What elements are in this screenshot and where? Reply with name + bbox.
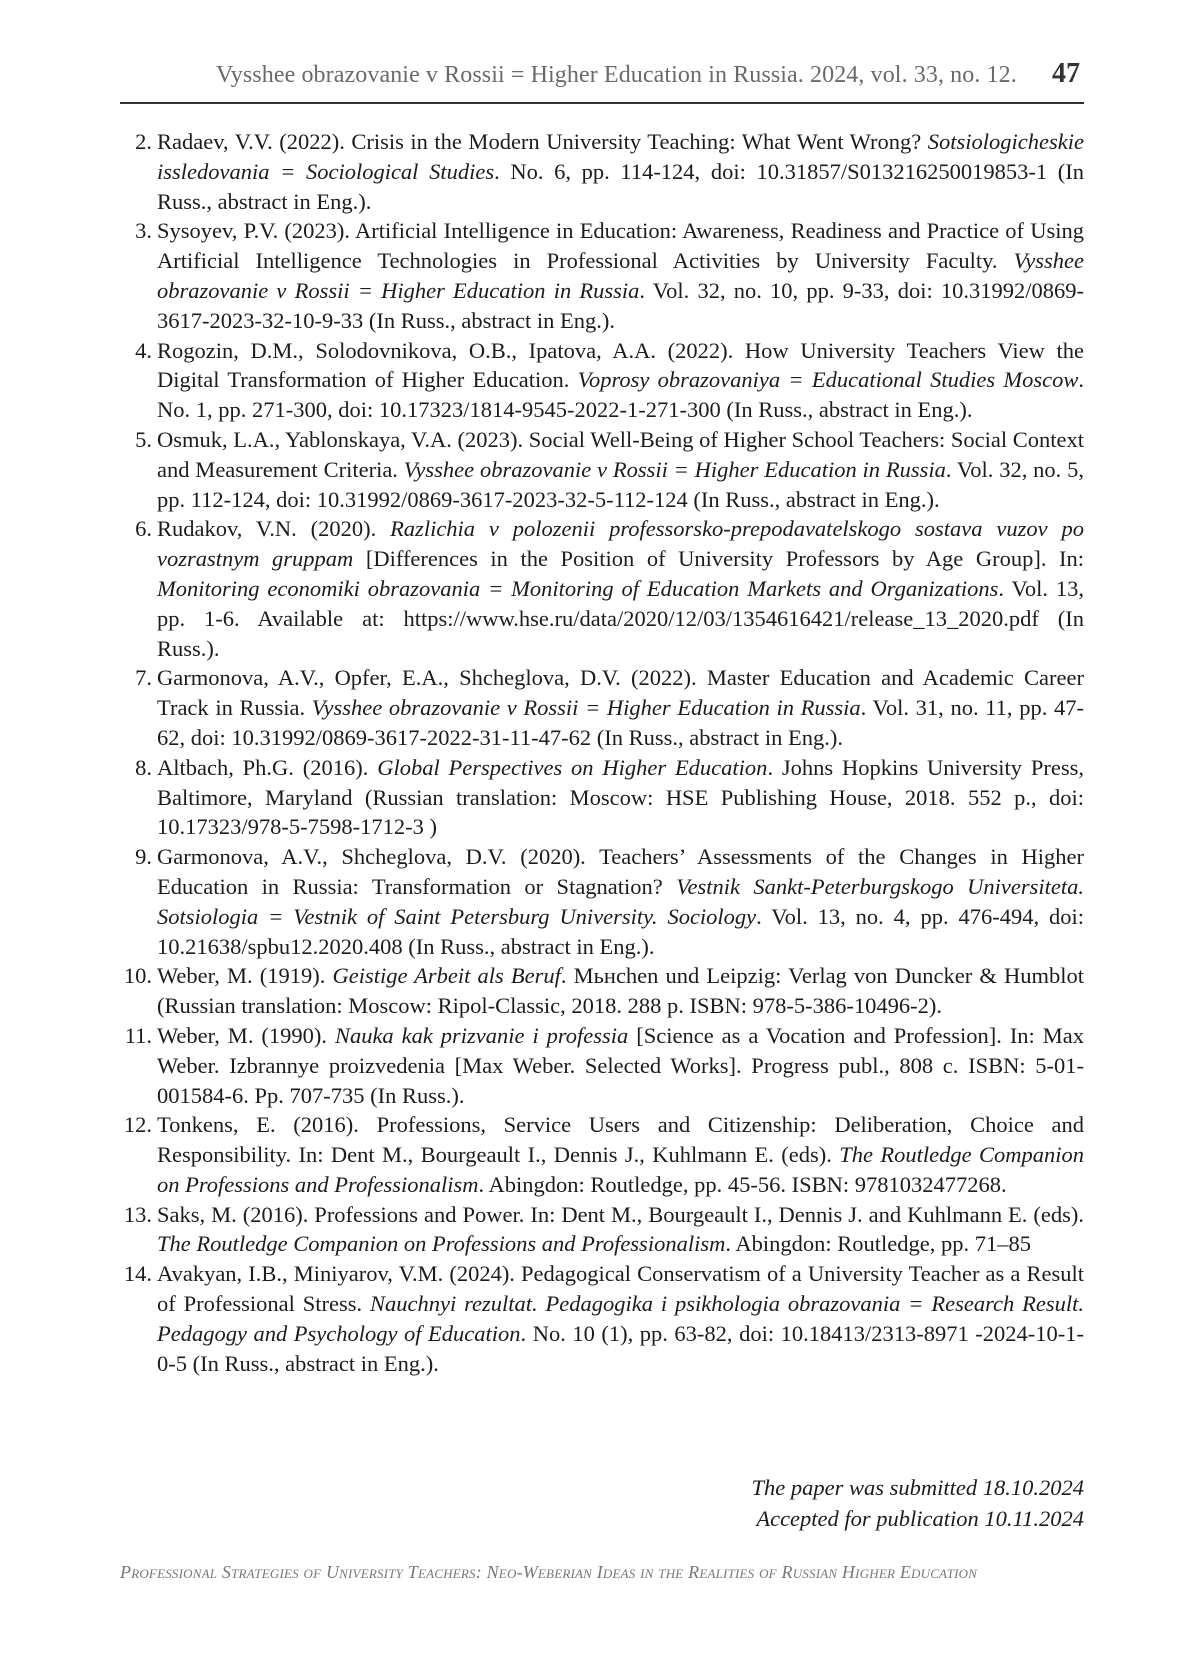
reference-item — [120, 1200, 1084, 1260]
reference-text — [157, 1112, 1084, 1197]
reference-number: 4. — [135, 337, 152, 363]
reference-text-segment: . Abingdon: Routledge, pp. 71–85 — [725, 1231, 1031, 1257]
reference-number: 6. — [135, 516, 152, 542]
reference-source-title: Monitoring economiki obrazovania = Monitoring of Education Markets and Organizations — [157, 575, 999, 601]
reference-item — [120, 336, 1084, 425]
reference-source-title: Voprosy obrazovaniya = Educational Studies Moscow — [577, 367, 1079, 393]
reference-number: 9. — [135, 844, 152, 870]
reference-source-title: Geistige Arbeit als Beruf — [332, 963, 561, 989]
reference-number: 8. — [135, 754, 152, 780]
reference-text — [157, 755, 1084, 840]
reference-item — [120, 425, 1084, 514]
reference-number: 2. — [135, 129, 152, 154]
reference-source-title: Sotsiologicheskie issledovania = Sociological Studies — [157, 129, 1084, 184]
reference-item — [120, 961, 1084, 1021]
reference-text-segment: [Science as a Vocation and Profession]. In: Max Weber. Izbrannye proizvedenia [Max Weber. Selected Works]. Progress publ., 808 c. ISBN: 5-01-001584-6. Pp. 707-735 (In Russ.). — [157, 1022, 1084, 1108]
reference-text-segment: Radaev, V.V. (2022). Crisis in the Modern University Teaching: What Went Wrong? — [157, 129, 928, 154]
reference-text — [157, 516, 1084, 660]
reference-text-segment: Osmuk, L.A., Yablonskaya, V.A. (2023). Social Well-Being of Higher School Teachers: Social Context and Measurement Criteria. — [157, 426, 1084, 482]
reference-text-segment: Altbach, Ph.G. (2016). — [157, 754, 378, 780]
reference-text-segment: Rogozin, D.M., Solodovnikova, O.B., Ipatova, A.A. (2022). How University Teachers View the Digital Transformation of Higher Education. — [157, 337, 1084, 393]
reference-text-segment: Weber, M. (1919). — [157, 963, 333, 989]
reference-number: 5. — [135, 426, 152, 452]
reference-item — [120, 753, 1084, 842]
reference-text — [157, 427, 1084, 512]
reference-text-segment: Tonkens, E. (2016). Professions, Service Users and Citizenship: Deliberation, Choice and Responsibility. In: Dent M., Bourgeault I., Dennis J., Kuhlmann E. (eds). — [157, 1112, 1084, 1168]
reference-number: 10. — [123, 963, 152, 989]
reference-source-title: Global Perspectives on Higher Education — [377, 754, 768, 780]
reference-text — [157, 1023, 1084, 1108]
reference-text-segment: . Vol. 32, no. 5, pp. 112-124, doi: 10.31992/0869-3617-2023-32-5-112-124 (In Russ., abstract in Eng.). — [157, 456, 1084, 512]
reference-item — [120, 842, 1084, 961]
reference-text-segment: . Vol. 31, no. 11, pp. 47-62, doi: 10.31992/0869-3617-2022-31-11-47-62 (In Russ., abstract in Eng.). — [157, 695, 1084, 750]
reference-text-segment: . Vol. 13, pp. 1-6. Available at: https://www.hse.ru/data/2020/12/03/1354616421/release_13_2020.pdf (In Russ.). — [157, 575, 1084, 661]
running-foot: Professional Strategies of University Teachers: Neo-Weberian Ideas in the Realities of Russian Higher Education — [120, 1562, 978, 1582]
reference-text — [157, 665, 1084, 750]
reference-source-title: Nauka kak prizvanie i professia — [334, 1022, 629, 1048]
reference-text-segment: Garmonova, A.V., Opfer, E.A., Shcheglova, D.V. (2022). Master Education and Academic Career Track in Russia. — [157, 665, 1084, 721]
reference-text — [157, 844, 1084, 958]
reference-source-title: Vysshee obrazovanie v Rossii = Higher Education in Russia — [311, 695, 861, 721]
reference-text-segment: Sysoyev, P.V. (2023). Artificial Intelligence in Education: Awareness, Readiness and Practice of Using Artificial Intelligence Technologies in Professional Activities by University Faculty. — [157, 218, 1084, 274]
reference-text — [157, 218, 1084, 332]
reference-text-segment: . No. 10 (1), pp. 63-82, doi: 10.18413/2313-8971 -2024-10-1-0-5 (In Russ., abstract in Eng.). — [157, 1320, 1084, 1376]
reference-number: 7. — [135, 665, 152, 691]
reference-text-segment: Avakyan, I.B., Miniyarov, V.M. (2024). Pedagogical Conservatism of a University Teacher as a Result of Professional Stress. — [157, 1261, 1084, 1317]
reference-text-segment: . Vol. 32, no. 10, pp. 9-33, doi: 10.31992/0869-3617-2023-32-10-9-33 (In Russ., abstract in Eng.). — [157, 277, 1084, 333]
reference-text-segment: Garmonova, A.V., Shcheglova, D.V. (2020). Teachers’ Assessments of the Changes in Higher Education in Russia: Transformation or Stagnation? — [157, 844, 1084, 899]
reference-source-title: Nauchnyi rezultat. Pedagogika i psikhologia obrazovania = Research Result. Pedagogy and Psychology of Education — [157, 1291, 1084, 1346]
reference-text-segment: . Johns Hopkins University Press, Baltimore, Maryland (Russian translation: Moscow: HSE Publishing House, 2018. 552 p., doi: 10.17323/978-5-7598-1712-3 ) — [157, 754, 1084, 840]
reference-source-title: Vysshee obrazovanie v Rossii = Higher Education in Russia — [157, 248, 1084, 303]
reference-text-segment: . No. 1, pp. 271-300, doi: 10.17323/1814-9545-2022-1-271-300 (In Russ., abstract in Eng.). — [157, 367, 1084, 423]
reference-item — [120, 514, 1084, 663]
reference-text-segment: [Differences in the Position of University Professors by Age Group]. In: — [353, 546, 1085, 572]
reference-source-title: Vestnik Sankt-Peterburgskogo Universiteta. Sotsiologia = Vestnik of Saint Petersburg University. Sociology — [157, 873, 1084, 929]
submitted-date: The paper was submitted 18.10.2024 — [751, 1475, 1084, 1500]
reference-text — [157, 129, 1084, 214]
reference-item — [120, 1021, 1084, 1110]
reference-text-segment: Rudakov, V.N. (2020). — [157, 516, 391, 542]
reference-text-segment: Weber, M. (1990). — [157, 1022, 335, 1048]
reference-number: 14. — [123, 1261, 152, 1287]
reference-list — [120, 127, 1084, 1378]
running-head — [120, 58, 1084, 104]
reference-text-segment: . Abingdon: Routledge, pp. 45-56. ISBN: 9781032477268. — [478, 1171, 1007, 1197]
reference-source-title: Vysshee obrazovanie v Rossii = Higher Education in Russia — [403, 456, 946, 482]
reference-text — [157, 338, 1084, 423]
running-title: Vysshee obrazovanie v Rossii = Higher Education in Russia. 2024, vol. 33, no. 12. — [216, 62, 1017, 88]
reference-source-title: Razlichia v polozenii professorsko-prepodavatelskogo sostava vuzov po vozrastnym gruppam — [157, 516, 1084, 572]
reference-number: 13. — [123, 1201, 152, 1227]
page-number: 47 — [1052, 58, 1080, 89]
reference-text — [157, 1261, 1084, 1375]
reference-text-segment: . Vol. 13, no. 4, pp. 476-494, doi: 10.21638/spbu12.2020.408 (In Russ., abstract in Eng.). — [157, 903, 1084, 959]
submission-info — [751, 1472, 1084, 1534]
reference-text-segment: . No. 6, pp. 114-124, doi: 10.31857/S013216250019853-1 (In Russ., abstract in Eng.). — [157, 158, 1084, 214]
reference-text-segment: . Mьнchen und Leipzig: Verlag von Duncker & Humblot (Russian translation: Moscow: Ripol-Classic, 2018. 288 p. ISBN: 978-5-386-10496-2). — [157, 963, 1084, 1019]
reference-source-title: The Routledge Companion on Professions and Professionalism — [157, 1231, 726, 1257]
reference-item — [120, 216, 1084, 335]
reference-number: 3. — [135, 218, 152, 244]
reference-source-title: The Routledge Companion on Professions and Professionalism — [157, 1142, 1085, 1197]
reference-item — [120, 663, 1084, 752]
reference-number: 12. — [123, 1112, 152, 1138]
reference-text-segment: Saks, M. (2016). Professions and Power. In: Dent M., Bourgeault I., Dennis J. and Kuhlmann E. (eds). — [157, 1201, 1084, 1227]
reference-item — [120, 127, 1084, 216]
reference-text — [157, 963, 1084, 1018]
reference-item — [120, 1259, 1084, 1378]
reference-number: 11. — [124, 1022, 152, 1048]
reference-text — [157, 1202, 1084, 1257]
reference-item — [120, 1110, 1084, 1199]
accepted-date: Accepted for publication 10.11.2024 — [756, 1506, 1084, 1531]
